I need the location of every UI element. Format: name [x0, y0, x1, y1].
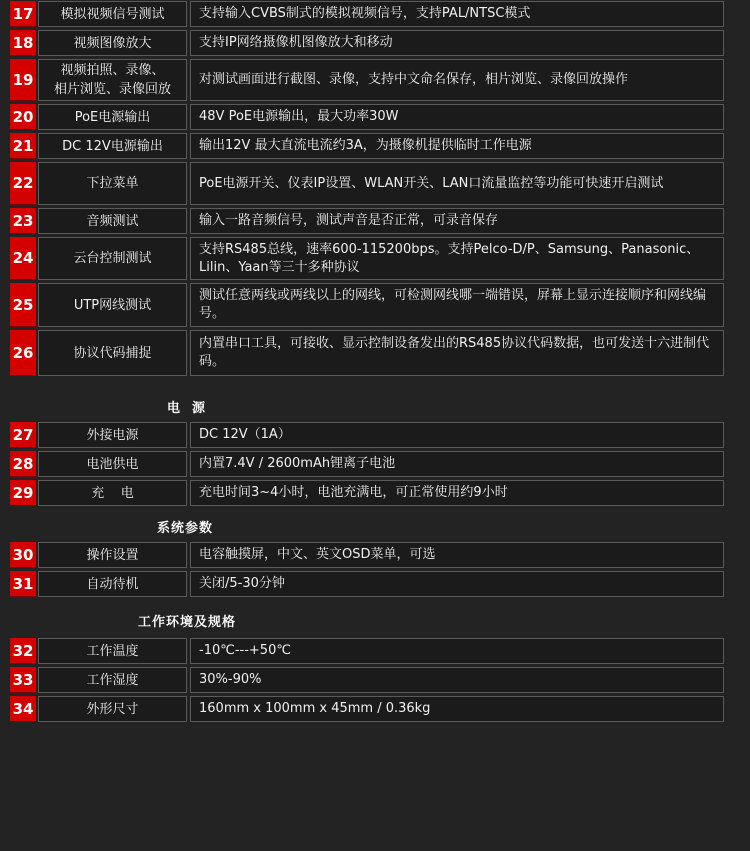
row-name: 模拟视频信号测试	[38, 1, 187, 27]
row-desc: -10℃---+50℃	[190, 638, 724, 664]
row-desc: PoE电源开关、仪表IP设置、WLAN开关、LAN口流量监控等功能可快速开启测试	[190, 162, 724, 205]
row-desc: 测试任意两线或两线以上的网线，可检测网线哪一端错误，屏幕上显示连接顺序和网线编号。	[190, 283, 724, 327]
spec-row-28	[10, 451, 724, 477]
row-desc: 对测试画面进行截图、录像，支持中文命名保存，相片浏览、录像回放操作	[190, 59, 724, 101]
row-number: 18	[10, 30, 36, 56]
section-title-system: 系统参数	[157, 521, 214, 536]
row-desc: 30%-90%	[190, 667, 724, 693]
row-number: 17	[10, 1, 36, 27]
row-name: 自动待机	[38, 571, 187, 597]
row-number: 21	[10, 133, 36, 159]
spec-row-31	[10, 571, 724, 597]
row-number: 32	[10, 638, 36, 664]
row-name: DC 12V电源输出	[38, 133, 187, 159]
row-desc: 内置7.4V / 2600mAh锂离子电池	[190, 451, 724, 477]
row-name: 外接电源	[38, 422, 187, 448]
spec-row-34	[10, 696, 724, 722]
row-name: 音频测试	[38, 208, 187, 234]
spec-row-18	[10, 30, 724, 56]
spec-row-30	[10, 542, 724, 568]
row-name: PoE电源输出	[38, 104, 187, 130]
row-number: 23	[10, 208, 36, 234]
section-title-environment: 工作环境及规格	[138, 615, 237, 630]
row-number: 28	[10, 451, 36, 477]
spec-row-23	[10, 208, 724, 234]
row-desc: 输入一路音频信号，测试声音是否正常，可录音保存	[190, 208, 724, 234]
row-number: 20	[10, 104, 36, 130]
row-name: 操作设置	[38, 542, 187, 568]
spec-row-32	[10, 638, 724, 664]
row-name: 视频图像放大	[38, 30, 187, 56]
row-number: 33	[10, 667, 36, 693]
spec-row-24	[10, 237, 724, 280]
row-number: 19	[10, 59, 36, 101]
row-number: 26	[10, 330, 36, 376]
row-desc: 支持IP网络摄像机图像放大和移动	[190, 30, 724, 56]
row-number: 34	[10, 696, 36, 722]
spec-row-19	[10, 59, 724, 101]
row-number: 30	[10, 542, 36, 568]
row-desc: 充电时间3~4小时，电池充满电，可正常使用约9小时	[190, 480, 724, 506]
spec-row-33	[10, 667, 724, 693]
row-desc: 关闭/5-30分钟	[190, 571, 724, 597]
spec-row-29	[10, 480, 724, 506]
spec-row-20	[10, 104, 724, 130]
row-desc: 内置串口工具，可接收、显示控制设备发出的RS485协议代码数据，也可发送十六进制代码。	[190, 330, 724, 376]
row-number: 22	[10, 162, 36, 205]
row-number: 25	[10, 283, 36, 327]
row-name: 工作湿度	[38, 667, 187, 693]
row-desc: 160mm x 100mm x 45mm / 0.36kg	[190, 696, 724, 722]
row-name: 云台控制测试	[38, 237, 187, 280]
spec-row-17	[10, 1, 724, 27]
row-name: 下拉菜单	[38, 162, 187, 205]
row-number: 31	[10, 571, 36, 597]
row-desc: 支持输入CVBS制式的模拟视频信号，支持PAL/NTSC模式	[190, 1, 724, 27]
row-name: 视频拍照、录像、 相片浏览、录像回放	[38, 59, 187, 101]
row-number: 29	[10, 480, 36, 506]
row-desc: 输出12V 最大直流电流约3A，为摄像机提供临时工作电源	[190, 133, 724, 159]
section-title-power: 电 源	[167, 401, 207, 416]
row-name: 工作温度	[38, 638, 187, 664]
row-desc: 支持RS485总线，速率600-115200bps。支持Pelco-D/P、Samsung、Panasonic、Lilin、Yaan等三十多种协议	[190, 237, 724, 280]
row-desc: 48V PoE电源输出，最大功率30W	[190, 104, 724, 130]
row-number: 27	[10, 422, 36, 448]
row-name: UTP网线测试	[38, 283, 187, 327]
row-name: 电池供电	[38, 451, 187, 477]
spec-row-25	[10, 283, 724, 327]
row-number: 24	[10, 237, 36, 280]
row-desc: 电容触摸屏，中文、英文OSD菜单，可选	[190, 542, 724, 568]
spec-row-21	[10, 133, 724, 159]
spec-row-22	[10, 162, 724, 205]
row-name: 外形尺寸	[38, 696, 187, 722]
row-name: 充 电	[38, 480, 187, 506]
row-name: 协议代码捕捉	[38, 330, 187, 376]
spec-row-26	[10, 330, 724, 376]
spec-row-27	[10, 422, 724, 448]
row-desc: DC 12V（1A）	[190, 422, 724, 448]
